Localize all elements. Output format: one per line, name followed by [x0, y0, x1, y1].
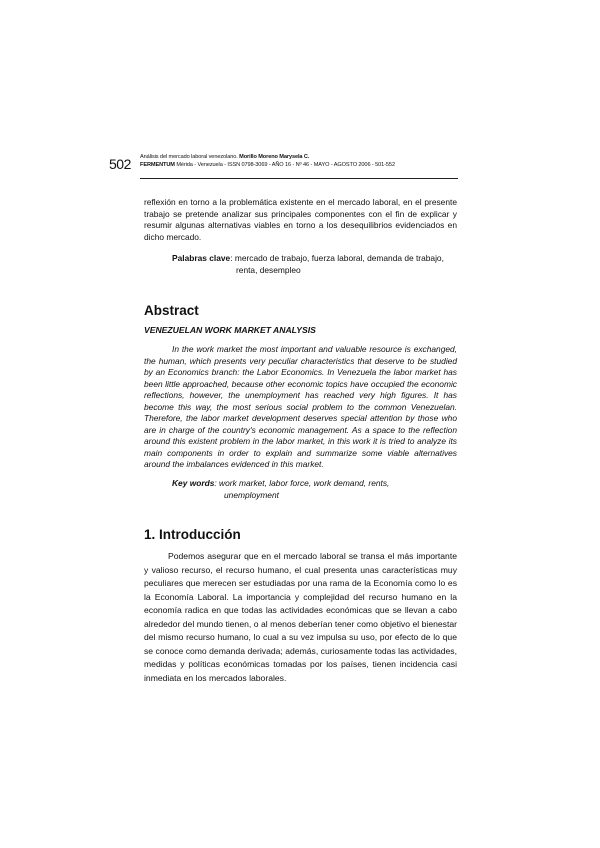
page-number: 502 — [109, 156, 131, 172]
palabras-clave — [172, 253, 444, 276]
introduccion-body: Podemos asegurar que en el mercado laboral se transa el más importante y valioso recurso, el recurso humano, el cual presenta unas características muy peculiares que merecen ser estudiadas por una rama de la Economía como lo es la Economía Laboral. La importancia y complejidad del recurso humano en la economía radica en que todas las actividades económicas que se llevan a cabo alrededor del mundo tienen, o al menos deberían tener como objetivo el bienestar del mismo recurso humano, lo cual a su vez impulsa su uso, por efecto de lo que se conoce como demanda derivada; además, curiosamente todas las actividades, medidas y políticas económicas tomadas por los países, tienen incidencia casi inmediata en los mercados laborales. — [144, 551, 457, 683]
resumen-paragraph: reflexión en torno a la problemática existente en el mercado laboral, en el presente trabajo se pretende analizar sus principales componentes con el fin de explicar y resumir algunas alternativas viables en torno a los desequilibrios evidenciados en dicho mercado. — [144, 197, 457, 242]
key-words-terms-2: unemployment — [224, 489, 279, 500]
abstract-title: VENEZUELAN WORK MARKET ANALYSIS — [144, 325, 316, 335]
palabras-clave-terms-2: renta, desempleo — [236, 264, 301, 275]
running-head-line-1 — [140, 153, 458, 161]
author-names: Morillo Moreno Marysela C. — [239, 154, 310, 160]
abstract-heading: Abstract — [144, 303, 199, 318]
journal-name: FERMENTUM — [140, 162, 175, 168]
article-short-title: Análisis del mercado laboral venezolano. — [140, 154, 238, 160]
key-words-label: Key words — [172, 478, 215, 488]
header-rule — [140, 178, 458, 179]
key-words-line-1: Key words: work market, labor force, work demand, rents, — [172, 478, 390, 488]
journal-details: Mérida - Venezuela - ISSN 0798-3069 - AÑO 16 - Nº 46 - MAYO - AGOSTO 2006 - 501-552 — [176, 162, 395, 168]
key-words-terms-1: work market, labor force, work demand, rents, — [219, 478, 390, 488]
palabras-clave-line-2 — [172, 265, 444, 277]
abstract-body: In the work market the most important and valuable resource is exchanged, the human, which presents very peculiar characteristics that deserve to be studied by an Economics branch: the Labor Economics. In Venezuela the labor market has been little approached, because other economic topics have occupied the economic reflections, however, the unemployment has reached very high figures. It has become this way, the most serious social problem to the common Venezuelan. Therefore, the labor market development deserves special attention by those who are in charge of the country's economic management. As a space to the reflection around this existent problem in the labor market, in this work it is tried to analyze its main components in order to explain and summarize some viable alternatives around the imbalances evidenced in this market. — [144, 344, 457, 469]
running-head — [140, 153, 458, 169]
running-head-line-2 — [140, 161, 458, 169]
palabras-clave-line-1: Palabras clave: mercado de trabajo, fuerza laboral, demanda de trabajo, — [172, 253, 444, 263]
key-words — [172, 478, 389, 501]
palabras-clave-terms-1: mercado de trabajo, fuerza laboral, demanda de trabajo, — [234, 253, 444, 263]
introduccion-heading: 1. Introducción — [144, 527, 241, 542]
key-words-line-2 — [172, 490, 389, 502]
palabras-clave-label: Palabras clave — [172, 253, 231, 263]
